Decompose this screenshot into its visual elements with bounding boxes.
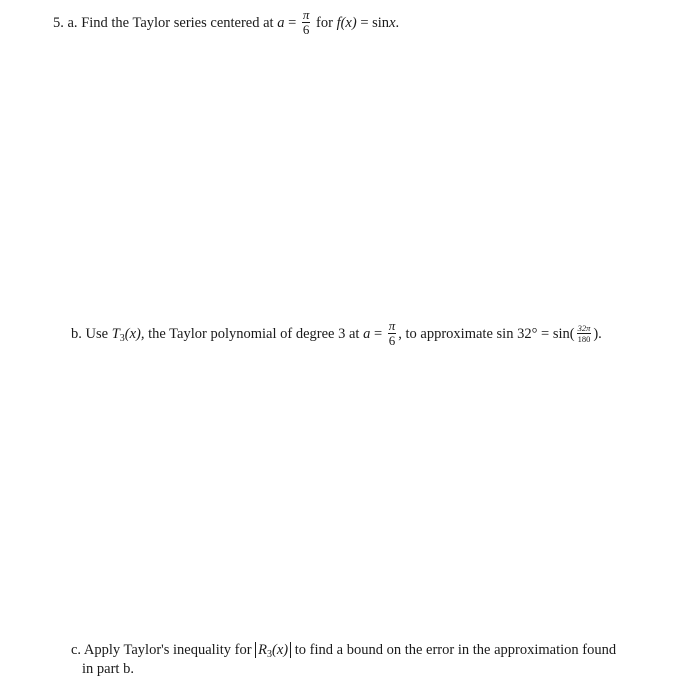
part-a-equals2: = [360, 14, 369, 31]
problem-number: 5. [53, 14, 64, 31]
part-b-poly-sub: 3 [119, 332, 125, 344]
part-c-label: c. [71, 642, 82, 658]
part-b-sin-open: sin( [552, 325, 575, 342]
part-a-rhs-var: x [389, 14, 396, 31]
part-a-for: for [316, 14, 333, 31]
part-b-sin-close: ). [593, 325, 602, 342]
part-b-poly-letter: T [111, 325, 120, 342]
part-a-frac-num: π [302, 7, 310, 22]
part-a-end: . [395, 14, 400, 31]
part-c-remainder-arg: (x) [272, 642, 289, 658]
part-a-fraction [302, 9, 311, 36]
part-c-line-1 [71, 641, 616, 664]
part-a-text: Find the Taylor series centered at [81, 14, 274, 31]
part-b-label: b. [71, 325, 82, 342]
part-c-line-2 [82, 660, 134, 678]
part-b-small-frac-den: 180 [577, 334, 591, 344]
part-c-remainder-abs [255, 642, 291, 658]
part-b-equals2: = [541, 325, 550, 342]
part-b-small-frac-num: 32π [577, 323, 591, 333]
part-a-rhs: sin [372, 14, 390, 31]
part-b-sin-expr: sin 32° [496, 325, 538, 342]
part-b-frac-num: π [388, 318, 396, 333]
part-c-remainder: R [258, 642, 268, 658]
part-c-remainder-sub: 3 [267, 649, 273, 660]
part-b-var-a: a [363, 325, 371, 342]
part-b-approx: , to approximate [398, 325, 493, 342]
part-c-line2: in part b. [82, 661, 134, 677]
part-a-var-a: a [277, 14, 285, 31]
part-c-text-after: to find a bound on the error in the approximation found [294, 642, 617, 658]
part-b-text-mid: the Taylor polynomial of degree 3 at [148, 325, 360, 342]
part-b-poly-arg: (x), [124, 325, 145, 342]
part-a-frac-den: 6 [302, 22, 310, 37]
part-a-label: a. [67, 14, 78, 31]
part-a-func: f(x) [336, 14, 357, 31]
part-a-line [53, 7, 400, 37]
part-b-use: Use [85, 325, 109, 342]
part-b-poly [112, 326, 145, 342]
part-a-equals: = [288, 14, 297, 31]
part-b-line [71, 318, 602, 348]
part-b-fraction [388, 320, 397, 347]
part-b-equals: = [373, 325, 383, 342]
part-b-small-fraction [577, 324, 592, 343]
part-b-frac-den: 6 [388, 333, 396, 348]
part-c-text-before: Apply Taylor's inequality for [83, 642, 252, 658]
